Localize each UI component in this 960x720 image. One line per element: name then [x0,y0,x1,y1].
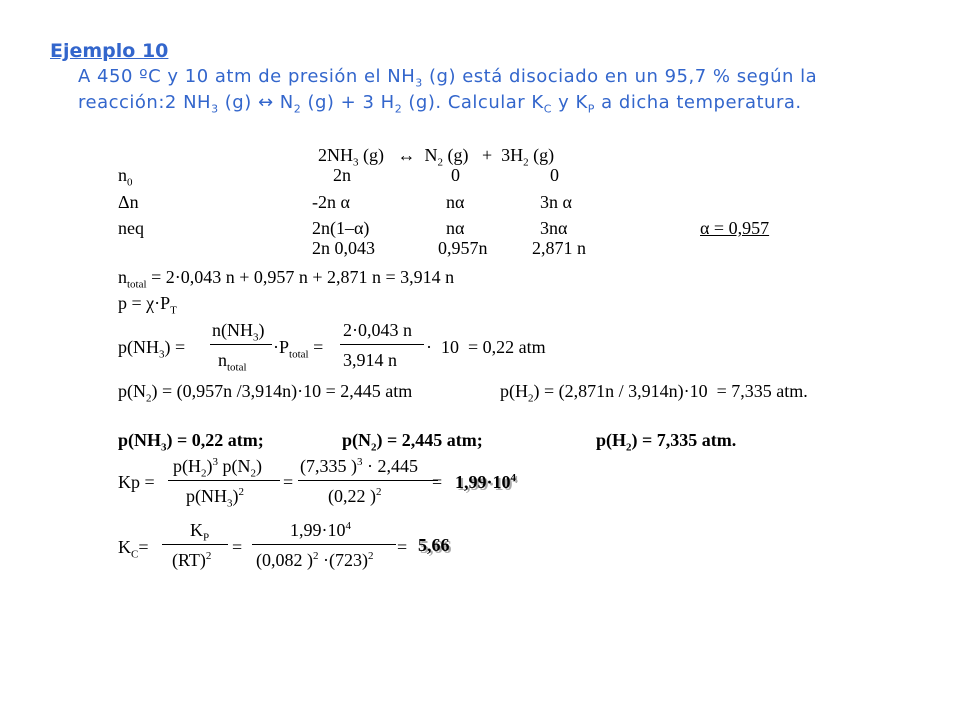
n0-n2: 0 [451,165,460,185]
neq-n2: nα [446,218,465,238]
dn-label: Δn [118,192,139,212]
ph2-equation: $p(H_2) = (2,871n / 3,914n)\cdot 10 = 7,335$ atm. [500,381,808,405]
neq-num-h2: 2,871 n [532,238,586,258]
kp-num1: $p(H_2)^3$ $p(N_2)$ [173,456,262,480]
kc-den1: (RT)$^2$ [172,550,212,570]
ntotal-equation: $n_{total} = 2\cdot 0,043$ n + 0,957 n + 2,871 n = 3,914 n [118,267,455,291]
kp-fraction-bar-1 [168,480,280,481]
pnh3-den2: 3,914 n [343,350,397,370]
reaction-equation: $2NH_3$ (g) ↔ $N_2$ $(g) + 3H_2$ (g) [318,145,555,169]
kc-num1: $K_P$ [190,520,210,544]
neq-num-nh3: 2n 0,043 [312,238,375,258]
pnh3-mid: $\cdot P_{total}$ = [273,337,324,361]
partial-pressure-law: $p = \chi\cdot P_T$ [118,293,177,317]
dn-n2: nα [446,192,465,212]
kp-num2: (7,335 )$^3$ · 2,445 [300,456,418,476]
summary-ph2: $p(H_2) = 7,335$ atm. [596,430,737,454]
pnh3-num2: 2·0,043 n [343,320,412,340]
kp-fraction-bar-2 [298,480,438,481]
pnh3-result: · 10 = 0,22 atm [426,337,546,357]
summary-pn2: $p(N_2) = 2,445$ atm; [342,430,483,454]
dn-h2: 3n α [540,192,572,212]
statement-line-1: A 450 ºC y 10 atm de presión el $NH_3$ (g) está disociado en un 95,7 % según la [78,66,818,90]
kp-den2: (0,22 )$^2$ [328,486,382,506]
statement-line-2: reacción:2 $NH_3$ (g) ↔ $N_2$ (g) + 3 $H_2$ (g). Calcular $K_C$ y $K_P$ a dicha temperatura. [78,92,802,116]
pn2-equation: $p(N_2) = (0,957n$ /3,914n)·10 = 2,445 atm [118,381,413,405]
kc-equals-2: = [397,537,408,557]
example-title: Ejemplo 10 [50,40,169,62]
pnh3-fraction-bar-2 [340,344,424,345]
dn-nh3: -2n α [312,192,350,212]
kc-result: 5,66 [418,535,450,555]
kc-lhs: $K_C=$ [118,537,149,561]
pnh3-fraction-bar-1 [210,344,272,345]
n0-h2: 0 [550,165,559,185]
n0-label: $n_0$ [118,165,133,189]
neq-h2: 3nα [540,218,568,238]
neq-label: neq [118,218,144,238]
kp-equals-2: = [432,472,443,492]
kc-fraction-bar-2 [252,544,396,545]
neq-num-n2: 0,957n [438,238,488,258]
kc-fraction-bar-1 [162,544,228,545]
kp-den1: $p(NH_3)^2$ [186,486,244,510]
kc-den2: (0,082 )$^2 \cdot(723)^2$ [256,550,374,570]
summary-pnh3: $p(NH_3) = 0,22$ atm; [118,430,264,454]
kp-result: $1,99\cdot 10^4$ [455,472,517,492]
alpha-value: α = 0,957 [700,218,770,238]
neq-nh3: 2n(1–α) [312,218,370,238]
kp-lhs: Kp = [118,472,155,492]
kc-equals-1: = [232,537,243,557]
pnh3-lhs: $p(NH_3)$ = [118,337,186,361]
kc-num2: $1,99\cdot 10^4$ [290,520,351,540]
kp-equals-1: = [283,472,294,492]
pnh3-num1: $n(NH_3)$ [212,320,265,344]
pnh3-den1: $n_{total}$ [218,350,247,374]
n0-nh3: 2n [333,165,351,185]
